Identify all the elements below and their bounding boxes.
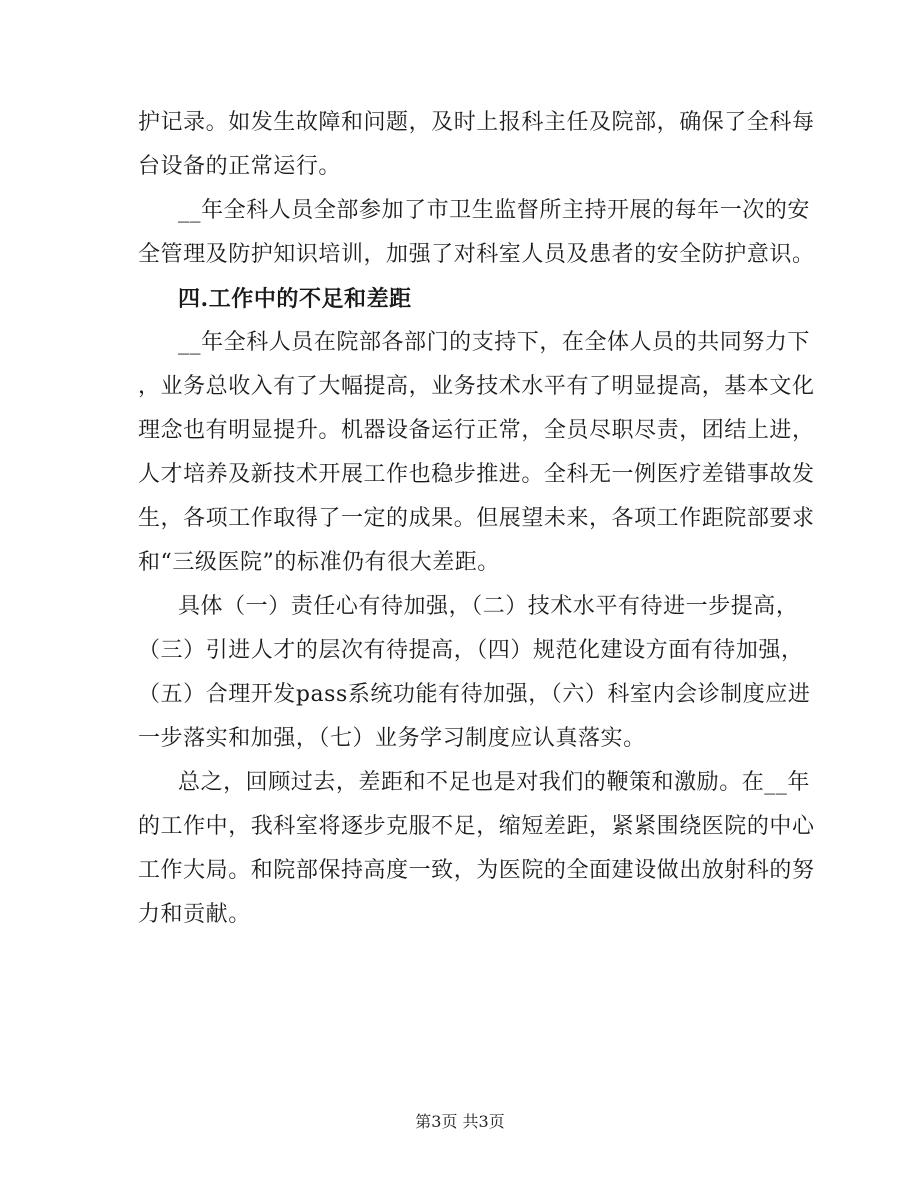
document-body [138,101,815,937]
paragraph-line: 生，各项工作取得了一定的成果。但展望未来，各项工作距院部要求 [138,506,815,531]
section-heading: 四.工作中的不足和差距 [178,286,412,312]
paragraph-1 [138,101,815,189]
paragraph-line: __年全科人员全部参加了市卫生监督所主持开展的每年一次的安 [178,198,810,223]
paragraph-line: 力和贡献。 [138,902,251,927]
paragraph-line: __年全科人员在院部各部门的支持下，在全体人员的共同努力下 [178,330,810,355]
paragraph-line: 一步落实和加强，（七）业务学习制度应认真落实。 [138,726,646,751]
paragraph-2 [138,189,815,277]
paragraph-3 [138,321,815,585]
paragraph-line: 工作大局。和院部保持高度一致，为医院的全面建设做出放射科的努 [138,858,815,883]
paragraph-line: （三）引进人才的层次有待提高，（四）规范化建设方面有待加强， [138,638,804,663]
paragraph-line: （五）合理开发pass系统功能有待加强，（六）科室内会诊制度应进 [138,682,811,707]
paragraph-line: 人才培养及新技术开展工作也稳步推进。全科无一例医疗差错事故发 [138,462,815,487]
paragraph-5 [138,761,815,937]
paragraph-line: ，业务总收入有了大幅提高，业务技术水平有了明显提高，基本文化 [138,374,815,399]
page-number: 第3页 共3页 [415,1112,505,1131]
paragraph-line: 的工作中，我科室将逐步克服不足，缩短差距，紧紧围绕医院的中心 [138,814,815,839]
paragraph-line: 护记录。如发生故障和问题，及时上报科主任及院部，确保了全科每 [138,110,815,135]
paragraph-line: 台设备的正常运行。 [138,154,341,179]
paragraph-line: 总之，回顾过去，差距和不足也是对我们的鞭策和激励。在__年 [178,770,810,795]
paragraph-4 [138,585,811,761]
paragraph-line: 理念也有明显提升。机器设备运行正常，全员尽职尽责，团结上进， [138,418,815,443]
paragraph-line: 和“三级医院”的标准仍有很大差距。 [138,550,500,575]
paragraph-line: 具体（一）责任心有待加强，（二）技术水平有待进一步提高， [178,594,799,619]
paragraph-line: 全管理及防护知识培训，加强了对科室人员及患者的安全防护意识。 [138,242,815,267]
